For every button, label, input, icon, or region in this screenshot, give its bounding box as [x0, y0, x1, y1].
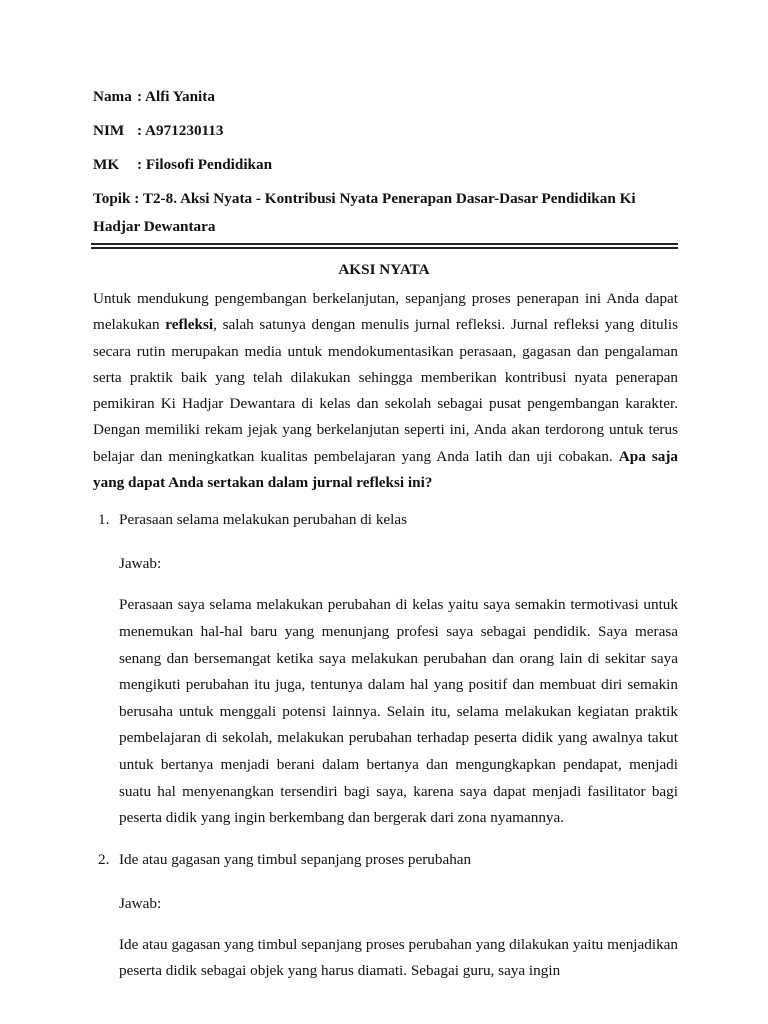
reflection-list: [93, 506, 678, 985]
item-label: Ide atau gagasan yang timbul sepanjang proses perubahan: [119, 850, 472, 868]
intro-paragraph: [93, 286, 678, 496]
answer-paragraph: Perasaan saya selama melakukan perubahan di kelas yaitu saya semakin termotivasi untuk menemukan hal-hal baru yang menunjang profesi saya sebagai pendidik. Saya merasa senang dan bersemangat ketika saya melakukan perubahan dan orang lain di sekitar saya mengikuti perubahan itu juga, tentunya dalam hal yang positif dan membuat diri semakin berusaha untuk menggali potensi lainnya. Selain itu, selama melakukan kegiatan praktik pembelajaran di sekolah, melakukan perubahan terhadap peserta didik yang awalnya takut untuk bertanya menjadi berani dalam bertanya dan mengungkapkan pendapat, menjadi suatu hal menyenangkan tersendiri bagi saya, karena saya dapat menjadi fasilitator bagi peserta didik yang ingin berkembang dan bergerak dari zona nyamannya.: [119, 596, 678, 827]
nim-row: [93, 117, 683, 145]
item-number: 2.: [98, 850, 110, 868]
topik-label: Topik: [93, 190, 131, 207]
header-divider: [91, 243, 678, 251]
intro-text-2: , salah satunya dengan menulis jurnal refleksi. Jurnal refleksi yang ditulis secara rutin merupakan media untuk mendokumentasikan perasaan, gagasan dan pengalaman serta praktik baik yang telah dilakukan sehingga memberikan kontribusi nyata penerapan pemikiran Ki Hadjar Dewantara di kelas dan sekolah sebagai pusat pengembangan karakter. Dengan memiliki rekam jejak yang berkelanjutan seperti ini, Anda akan terdorong untuk terus belajar dan meningkatkan kualitas pembelajaran yang Anda latih dan uji cobakan.: [93, 316, 678, 465]
item-number: 1.: [98, 511, 110, 529]
item-label: Perasaan selama melakukan perubahan di kelas: [119, 511, 408, 529]
topik-value: : T2-8. Aksi Nyata - Kontribusi Nyata Penerapan Dasar-Dasar Pendidikan Ki Hadjar Dewantara: [93, 190, 636, 235]
nama-value: : Alfi Yanita: [137, 88, 215, 105]
intro-text-1: Untuk mendukung pengembangan berkelanjutan, sepanjang proses penerapan ini Anda dapat melakukan: [93, 290, 678, 334]
page-title: AKSI NYATA: [338, 261, 430, 278]
nim-value: : A971230113: [137, 122, 224, 139]
document-body: [93, 286, 678, 985]
student-info-header: [93, 83, 683, 241]
jawab-label: Jawab:: [119, 555, 162, 573]
nim-label: NIM: [93, 122, 125, 139]
topik-row: [93, 185, 683, 241]
answer-paragraph: Ide atau gagasan yang timbul sepanjang proses perubahan yang dilakukan yaitu menjadikan peserta didik sebagai objek yang harus diamati. Sebagai guru, saya ingin: [119, 935, 678, 980]
nama-label: Nama: [93, 88, 132, 105]
list-item: [93, 846, 678, 985]
mk-value: : Filosofi Pendidikan: [137, 156, 273, 173]
mk-row: [93, 151, 683, 179]
intro-bold-refleksi: refleksi: [165, 316, 214, 334]
intro-question: Apa saja yang dapat Anda sertakan dalam jurnal refleksi ini?: [93, 447, 678, 492]
nama-row: [93, 83, 683, 111]
list-item: [93, 506, 678, 831]
jawab-label: Jawab:: [119, 894, 162, 912]
mk-label: MK: [93, 156, 120, 173]
